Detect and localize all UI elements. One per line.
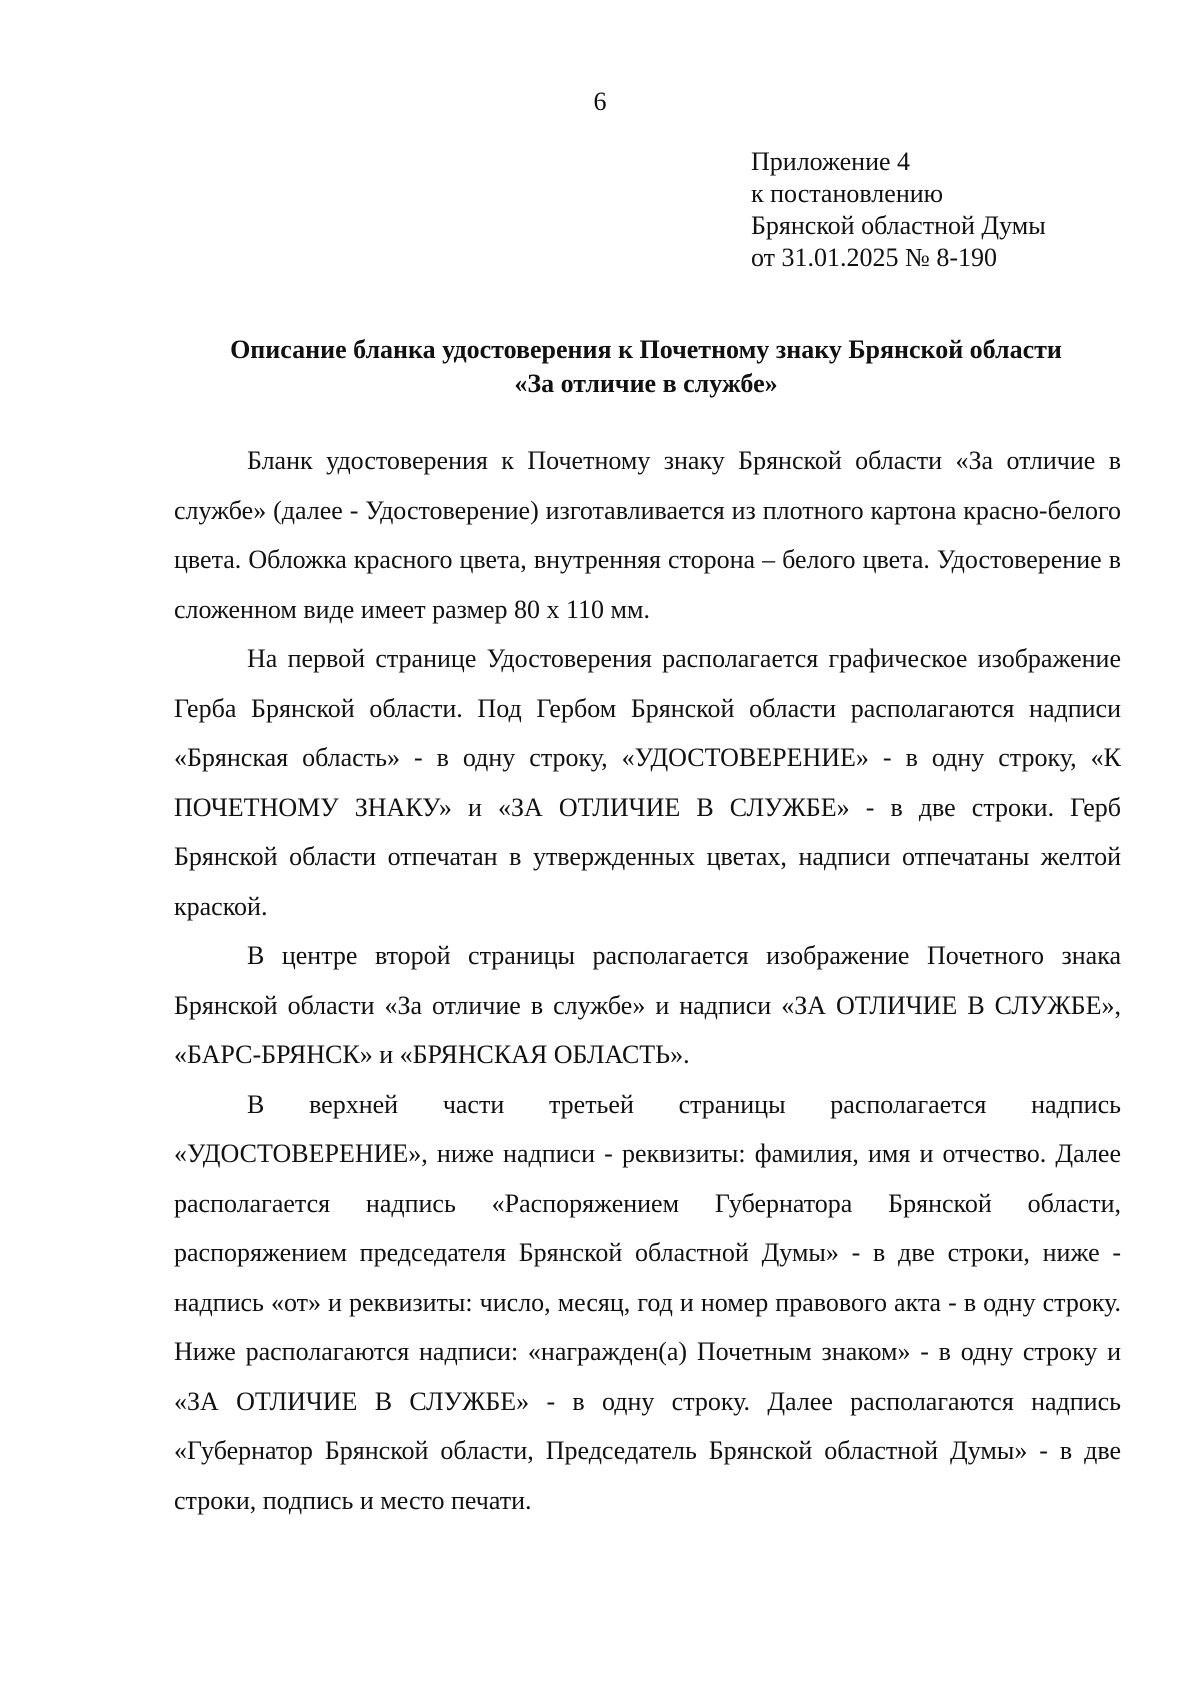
appendix-line: Приложение 4 xyxy=(751,147,911,176)
document-title xyxy=(172,333,1120,401)
appendix-line: от 31.01.2025 № 8-190 xyxy=(751,243,997,272)
appendix-line: Брянской областной Думы xyxy=(751,211,1046,240)
paragraph: В верхней части третьей страницы располагается надпись «УДОСТОВЕРЕНИЕ», ниже надписи - реквизиты: фамилия, имя и отчество. Далее располагается надпись «Распоряжением Губернатора Брянской области, распоряжением председателя Брянской областной Думы» - в две строки, ниже - надпись «от» и реквизиты: число, месяц, год и номер правового акта - в одну строку. Ниже располагаются надписи: «награжден(а) Почетным знаком» - в одну строку и «ЗА ОТЛИЧИЕ В СЛУЖБЕ» - в одну строку. Далее располагаются надпись «Губернатор Брянской области, Председатель Брянской областной Думы» - в две строки, подпись и место печати. xyxy=(174,1089,1121,1515)
page-number: 6 xyxy=(593,87,607,116)
paragraph: В центре второй страницы располагается изображение Почетного знака Брянской области «За отличие в службе» и надписи «ЗА ОТЛИЧИЕ В СЛУЖБЕ», «БАРС-БРЯНСК» и «БРЯНСКАЯ ОБЛАСТЬ». xyxy=(174,941,1121,1069)
appendix-line: к постановлению xyxy=(751,179,944,208)
title-line: «За отличие в службе» xyxy=(514,369,778,398)
title-line: Описание бланка удостоверения к Почетному знаку Брянской области xyxy=(230,335,1062,364)
paragraph: Бланк удостоверения к Почетному знаку Брянской области «За отличие в службе» (далее - Удостоверение) изготавливается из плотного картона красно-белого цвета. Обложка красного цвета, внутренняя сторона – белого цвета. Удостоверение в сложенном виде имеет размер 80 x 110 мм. xyxy=(174,446,1121,624)
paragraph: На первой странице Удостоверения располагается графическое изображение Герба Брянской области. Под Гербом Брянской области располагаются надписи «Брянская область» - в одну строку, «УДОСТОВЕРЕНИЕ» - в одну строку, «К ПОЧЕТНОМУ ЗНАКУ» и «ЗА ОТЛИЧИЕ В СЛУЖБЕ» - в две строки. Герб Брянской области отпечатан в утвержденных цветах, надписи отпечатаны желтой краской. xyxy=(174,644,1121,921)
document-body xyxy=(174,436,1121,1525)
appendix-reference xyxy=(751,146,1171,274)
